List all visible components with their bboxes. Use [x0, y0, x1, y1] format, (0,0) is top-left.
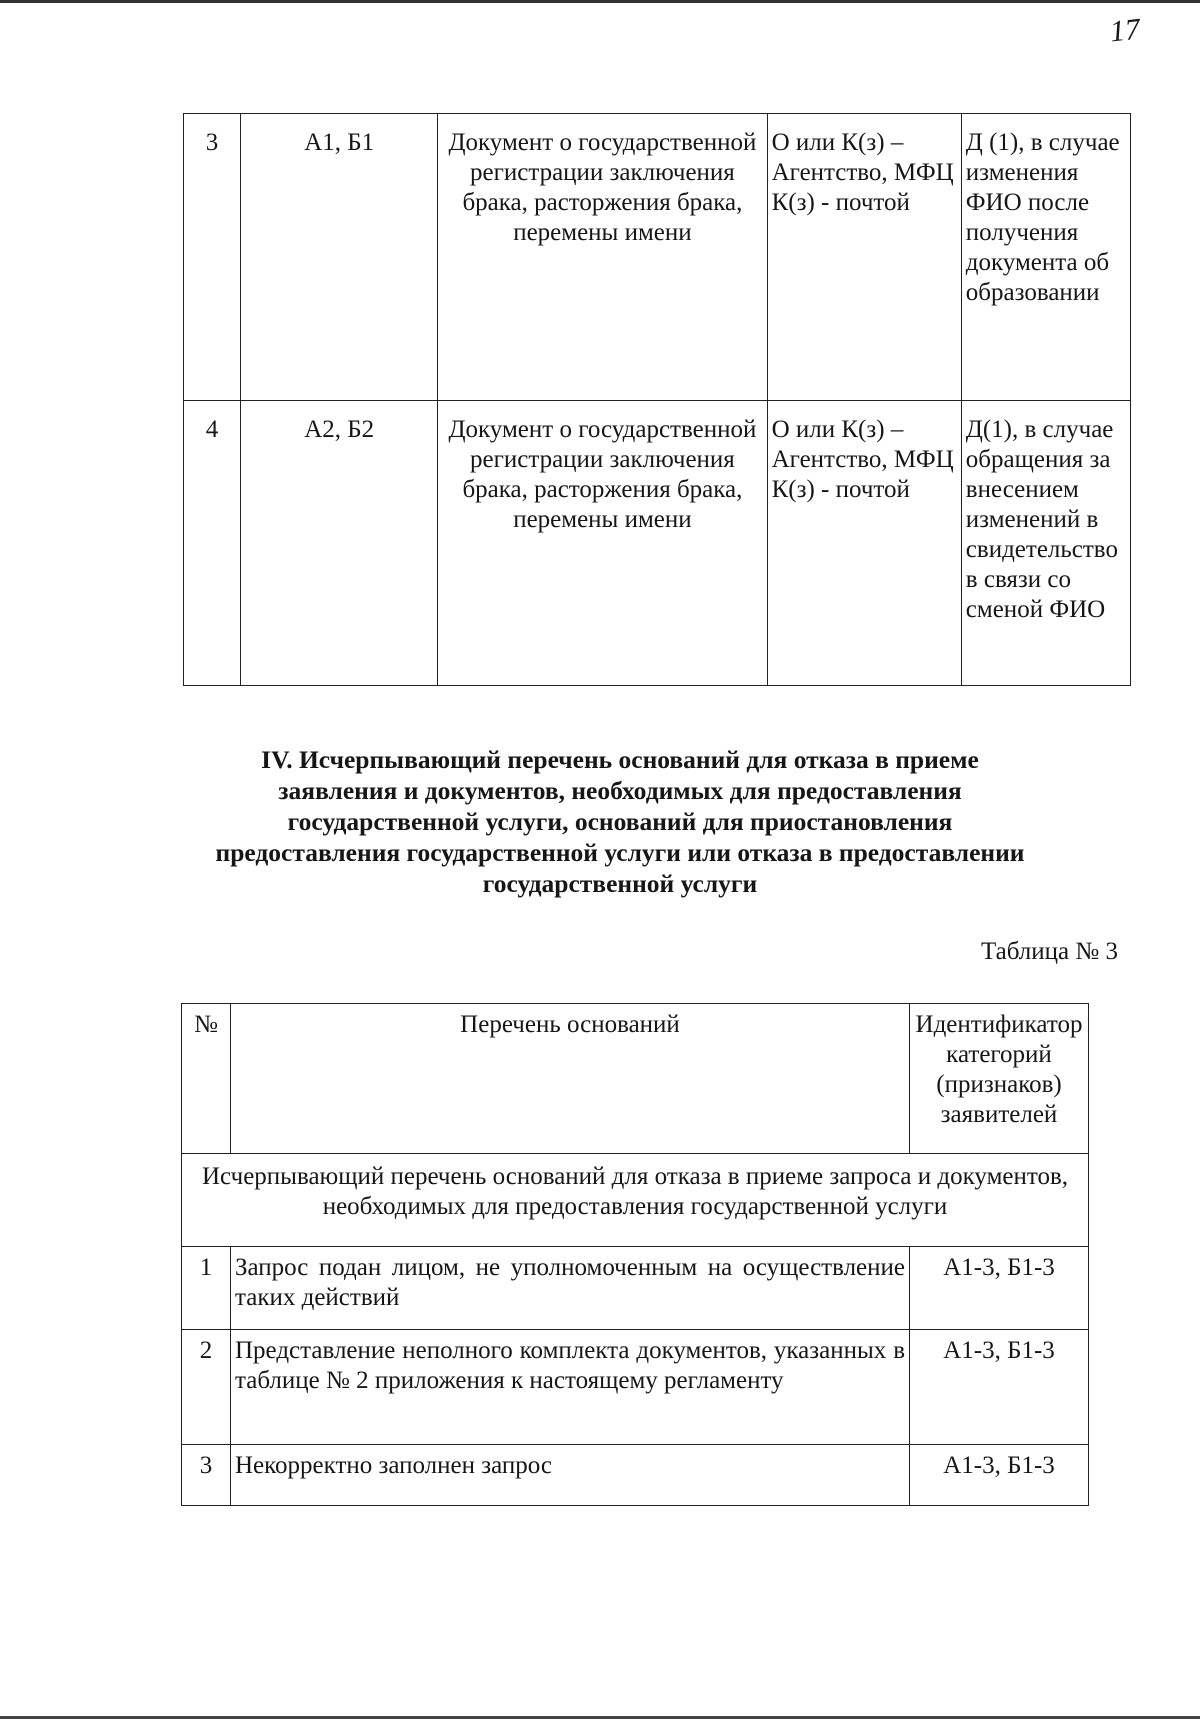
submission-condition: Д (1), в случае изменения ФИО после получения документа об образовании	[961, 114, 1130, 401]
table-row	[182, 1445, 1089, 1506]
group-row	[182, 1154, 1089, 1247]
table-row	[184, 401, 1131, 686]
table-row	[182, 1330, 1089, 1445]
group-title: Исчерпывающий перечень оснований для отказа в приеме запроса и документов, необходимых для предоставления государственной услуги	[182, 1154, 1089, 1247]
table-caption: Таблица № 3	[980, 938, 1118, 965]
refusal-basis: Запрос подан лицом, не уполномоченным на осуществление таких действий	[231, 1247, 910, 1330]
table-header-row	[182, 1004, 1089, 1154]
section-heading: IV. Исчерпывающий перечень оснований для отказа в приеме заявления и документов, необходимых для предоставления государственной услуги, оснований для приостановления предоставления государственной услуги или отказа в предоставлении государственной услуги	[215, 745, 1025, 898]
page-number: 17	[1108, 12, 1142, 49]
category-identifier: А1-3, Б1-3	[910, 1330, 1089, 1445]
row-number: 3	[184, 114, 241, 401]
refusal-basis: Представление неполного комплекта документов, указанных в таблице № 2 приложения к настоящему регламенту	[231, 1330, 910, 1445]
row-number: 1	[182, 1247, 231, 1330]
category-identifier: А1-3, Б1-3	[910, 1247, 1089, 1330]
top-scan-edge	[0, 0, 1200, 3]
continuation-table	[183, 113, 1131, 686]
table-row	[182, 1247, 1089, 1330]
row-number: 3	[182, 1445, 231, 1506]
row-number: 2	[182, 1330, 231, 1445]
applicant-categories: А2, Б2	[241, 401, 438, 686]
bottom-scan-edge	[0, 1716, 1200, 1719]
document-name: Документ о государственной регистрации заключения брака, расторжения брака, перемены имени	[438, 401, 767, 686]
table-row	[184, 114, 1131, 401]
refusal-basis: Некорректно заполнен запрос	[231, 1445, 910, 1506]
header-basis: Перечень оснований	[231, 1004, 910, 1154]
submission-condition: Д(1), в случае обращения за внесением изменений в свидетельство в связи со сменой ФИО	[961, 401, 1130, 686]
submission-form: О или К(з) – Агентство, МФЦ К(з) - почтой	[767, 401, 961, 686]
document-name: Документ о государственной регистрации заключения брака, расторжения брака, перемены имени	[438, 114, 767, 401]
header-identifier: Идентификатор категорий (признаков) заявителей	[910, 1004, 1089, 1154]
row-number: 4	[184, 401, 241, 686]
applicant-categories: А1, Б1	[241, 114, 438, 401]
category-identifier: А1-3, Б1-3	[910, 1445, 1089, 1506]
submission-form: О или К(з) – Агентство, МФЦ К(з) - почтой	[767, 114, 961, 401]
refusal-grounds-table	[181, 1003, 1089, 1506]
header-number: №	[182, 1004, 231, 1154]
